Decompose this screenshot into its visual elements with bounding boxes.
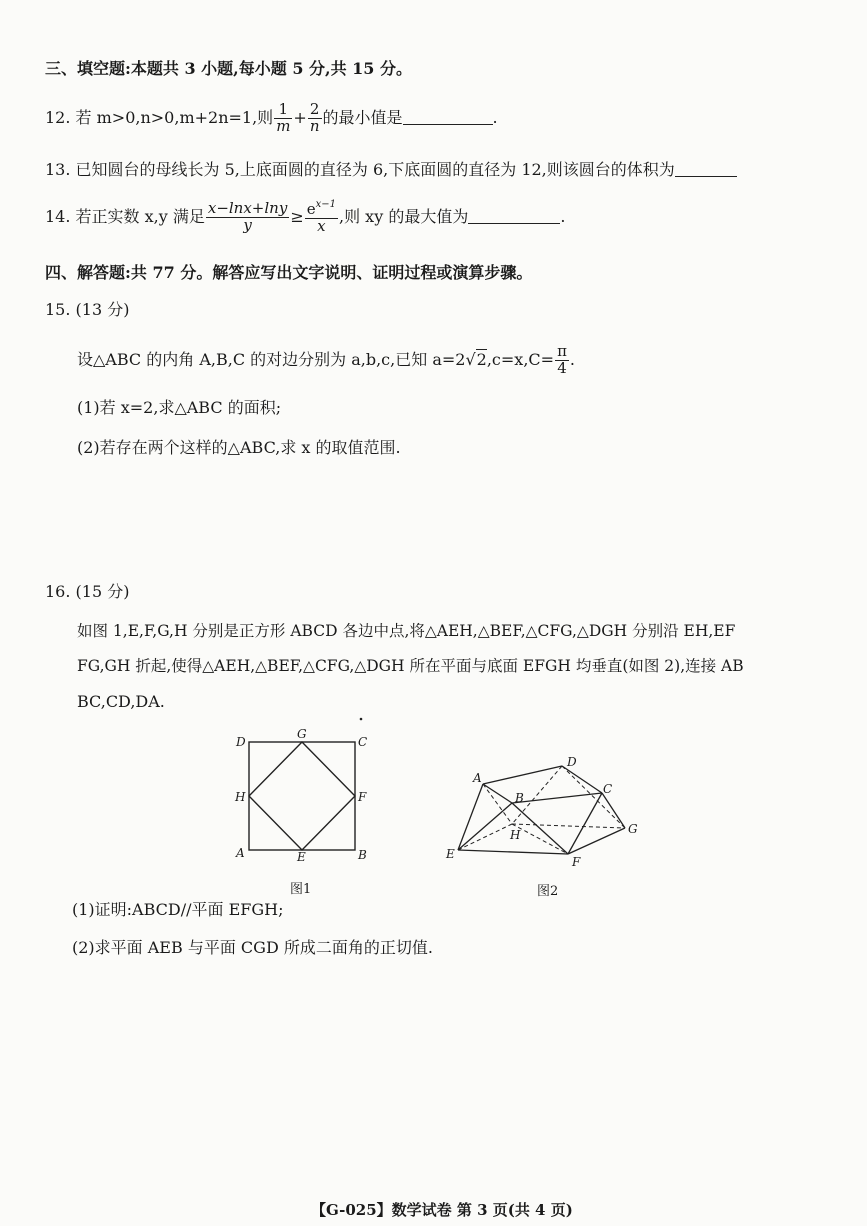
q12-frac2-num: 2 — [308, 102, 322, 119]
fig2-label-h: H — [510, 828, 521, 842]
q14-fraction-1 — [206, 201, 289, 234]
q14-frac1-num: x−lnx+lny — [207, 199, 288, 217]
fig1-label-a: A — [236, 846, 245, 860]
fig1-label-h: H — [235, 790, 246, 804]
q13-text: 13. 已知圆台的母线长为 5,上底面圆的直径为 6,下底面圆的直径为 12,则该圆台的体积为 — [45, 160, 675, 179]
q15-stem-end: . — [569, 349, 576, 369]
fig1-dot — [360, 718, 363, 721]
question-14 — [45, 200, 565, 235]
q12-frac1-den: m — [276, 116, 291, 135]
q15-pi-num: π — [557, 342, 567, 360]
q15-sqrt-arg: 2 — [476, 349, 487, 369]
figure-2-caption: 图2 — [537, 884, 559, 899]
question-15-number: 15. (13 分) — [45, 300, 130, 319]
q13-answer-blank — [675, 162, 737, 177]
fig1-square-abcd — [249, 742, 355, 850]
fig1-label-d: D — [236, 735, 246, 749]
fig2-solid-edges — [458, 766, 625, 854]
fig1-label-g: G — [297, 727, 307, 741]
q15-pi-den: 4 — [557, 358, 567, 377]
q14-geq: ≥ — [290, 206, 304, 226]
question-16-line-3: BC,CD,DA. — [77, 692, 165, 711]
fig1-label-c: C — [358, 735, 368, 749]
section-4-heading: 四、解答题:共 77 分。解答应写出文字说明、证明过程或演算步骤。 — [45, 263, 533, 282]
q14-answer-blank — [468, 209, 560, 224]
question-16-part-2: (2)求平面 AEB 与平面 CGD 所成二面角的正切值. — [72, 938, 433, 957]
section-3-heading: 三、填空题:本题共 3 小题,每小题 5 分,共 15 分。 — [45, 59, 413, 78]
question-16-line-1: 如图 1,E,F,G,H 分别是正方形 ABCD 各边中点,将△AEH,△BEF,△CFG,△DGH 分别沿 EH,EF — [77, 622, 736, 640]
q12-end: . — [492, 107, 498, 127]
fig2-hidden-edges — [458, 766, 625, 854]
question-15-part-2: (2)若存在两个这样的△ABC,求 x 的取值范围. — [77, 438, 401, 457]
fig1-label-e: E — [297, 850, 306, 864]
q14-end: . — [560, 206, 566, 226]
q12-answer-blank — [403, 110, 493, 125]
q14-frac2-base: e — [306, 200, 316, 218]
q12-plus: + — [293, 107, 307, 127]
fig2-label-c: C — [603, 782, 613, 796]
fig2-label-a: A — [473, 771, 482, 785]
q12-fraction-1 — [274, 102, 292, 135]
question-16-line-2: FG,GH 折起,使得△AEH,△BEF,△CFG,△DGH 所在平面与底面 EFGH 均垂直(如图 2),连接 AB — [77, 657, 744, 675]
q15-stem-prefix: 设△ABC 的内角 A,B,C 的对边分别为 a,b,c,已知 a=2 — [77, 349, 466, 369]
question-16-number: 16. (15 分) — [45, 582, 130, 601]
q14-frac1-den: y — [243, 215, 252, 234]
q14-suffix: ,则 xy 的最大值为 — [339, 206, 469, 226]
q14-prefix: 14. 若正实数 x,y 满足 — [45, 206, 205, 226]
fig2-label-f: F — [572, 855, 581, 869]
q12-fraction-2 — [308, 102, 322, 135]
fig2-label-e: E — [446, 847, 455, 861]
fig2-label-g: G — [628, 822, 638, 836]
q15-pi-fraction — [555, 344, 569, 377]
q12-frac2-den: n — [309, 116, 320, 135]
q12-prefix: 12. 若 m>0,n>0,m+2n=1,则 — [45, 107, 274, 127]
q14-frac2-exp: x−1 — [315, 199, 336, 210]
q12-frac1-num: 1 — [274, 102, 292, 119]
q14-frac2-den: x — [317, 216, 326, 235]
question-16-part-1: (1)证明:ABCD//平面 EFGH; — [72, 900, 284, 919]
fig1-square-efgh — [249, 742, 355, 850]
question-15-part-1: (1)若 x=2,求△ABC 的面积; — [77, 398, 282, 417]
q12-suffix: 的最小值是 — [322, 107, 403, 127]
question-12 — [45, 102, 498, 135]
q14-fraction-2 — [305, 200, 338, 235]
fig2-label-b: B — [515, 791, 524, 805]
figure-1 — [228, 715, 388, 865]
question-13 — [45, 162, 737, 178]
figure-1-caption: 图1 — [290, 882, 312, 897]
figure-2 — [440, 750, 650, 875]
question-15-stem: 设△ABC 的内角 A,B,C 的对边分别为 a,b,c,已知 a=2√2,c=x,C= $\frac{\pi}{4}$ . — [77, 342, 576, 377]
q15-stem-mid: ,c=x,C= — [486, 349, 555, 369]
fig1-label-f: F — [358, 790, 367, 804]
fig1-label-b: B — [358, 848, 367, 862]
fig2-label-d: D — [567, 755, 577, 769]
page-footer: 【G-025】数学试卷 第 3 页(共 4 页) — [311, 1201, 573, 1219]
